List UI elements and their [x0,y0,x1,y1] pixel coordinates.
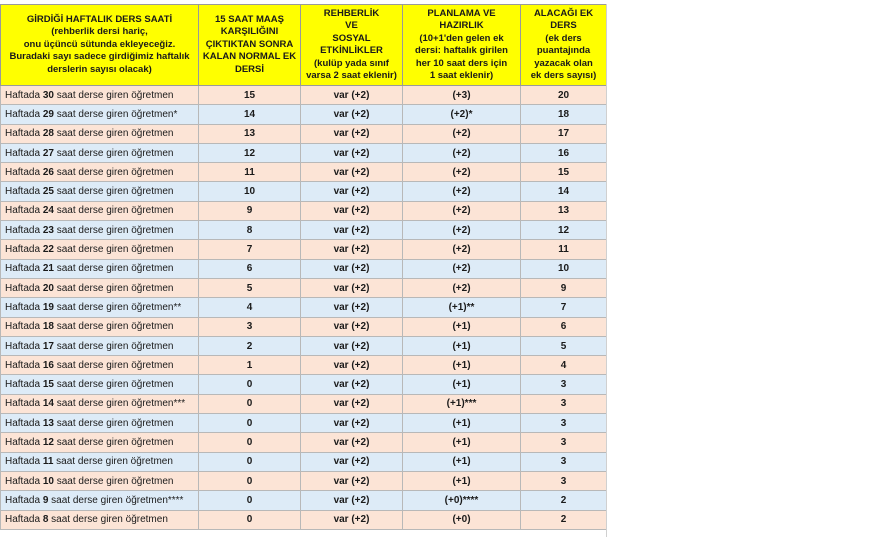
cell-kalan-normal-ek-ders[interactable]: 2 [199,336,301,355]
cell-haftalik-ders-saati[interactable] [1,221,199,240]
row-hours-number: 29 [42,108,54,120]
cell-kalan-normal-ek-ders[interactable]: 15 [199,86,301,105]
row-label-prefix: Haftada [5,494,43,506]
row-label-suffix: saat derse giren öğretmen [53,244,174,256]
cell-kalan-normal-ek-ders[interactable]: 5 [199,278,301,297]
cell-alacagi-ek-ders[interactable]: 6 [521,317,607,336]
table-row [1,471,607,490]
cell-alacagi-ek-ders[interactable]: 7 [521,298,607,317]
cell-haftalik-ders-saati[interactable] [1,471,199,490]
table-row [1,105,607,124]
row-label-suffix: saat derse giren öğretmen [53,89,174,101]
row-label-prefix: Haftada [5,514,43,526]
cell-haftalik-ders-saati[interactable] [1,105,199,124]
cell-planlama-hazirlik[interactable]: (+2) [403,124,521,143]
cell-haftalik-ders-saati[interactable] [1,336,199,355]
cell-kalan-normal-ek-ders[interactable]: 11 [199,163,301,182]
cell-rehberlik[interactable]: var (+2) [301,510,403,529]
cell-kalan-normal-ek-ders[interactable]: 0 [199,433,301,452]
cell-planlama-hazirlik[interactable]: (+2)* [403,105,521,124]
cell-haftalik-ders-saati[interactable] [1,317,199,336]
cell-haftalik-ders-saati[interactable] [1,510,199,529]
cell-planlama-hazirlik[interactable]: (+2) [403,163,521,182]
row-label-prefix: Haftada [5,224,43,236]
cell-alacagi-ek-ders[interactable]: 3 [521,414,607,433]
cell-kalan-normal-ek-ders[interactable]: 0 [199,491,301,510]
row-label-suffix: saat derse giren öğretmen [48,514,168,526]
row-label-prefix: Haftada [5,475,43,487]
cell-planlama-hazirlik[interactable]: (+1) [403,433,521,452]
cell-alacagi-ek-ders[interactable]: 17 [521,124,607,143]
cell-alacagi-ek-ders[interactable]: 5 [521,336,607,355]
row-label-prefix: Haftada [5,244,43,256]
row-label-prefix: Haftada [5,147,43,159]
row-label-suffix: saat derse giren öğretmen** [53,301,182,313]
table-row [1,143,607,162]
cell-rehberlik[interactable]: var (+2) [301,86,403,105]
cell-rehberlik[interactable]: var (+2) [301,356,403,375]
cell-rehberlik[interactable]: var (+2) [301,336,403,355]
table-row [1,356,607,375]
cell-rehberlik[interactable]: var (+2) [301,452,403,471]
row-label-suffix: saat derse giren öğretmen [53,205,174,217]
cell-rehberlik[interactable]: var (+2) [301,317,403,336]
cell-kalan-normal-ek-ders[interactable]: 0 [199,471,301,490]
row-label-prefix: Haftada [5,359,43,371]
row-label-suffix: saat derse giren öğretmen [53,340,174,352]
cell-planlama-hazirlik[interactable]: (+1) [403,414,521,433]
table-row [1,86,607,105]
cell-haftalik-ders-saati[interactable] [1,163,199,182]
cell-haftalik-ders-saati[interactable] [1,278,199,297]
cell-haftalik-ders-saati[interactable] [1,201,199,220]
cell-rehberlik[interactable]: var (+2) [301,105,403,124]
row-label-prefix: Haftada [5,301,43,313]
cell-alacagi-ek-ders[interactable]: 15 [521,163,607,182]
row-hours-number: 26 [42,166,54,178]
cell-planlama-hazirlik[interactable]: (+1) [403,471,521,490]
table-row [1,221,607,240]
cell-kalan-normal-ek-ders[interactable]: 9 [199,201,301,220]
cell-haftalik-ders-saati[interactable] [1,356,199,375]
cell-kalan-normal-ek-ders[interactable]: 0 [199,452,301,471]
cell-planlama-hazirlik[interactable]: (+1) [403,356,521,375]
cell-rehberlik[interactable]: var (+2) [301,491,403,510]
table-row [1,163,607,182]
cell-planlama-hazirlik[interactable]: (+2) [403,240,521,259]
row-label-prefix: Haftada [5,166,43,178]
cell-alacagi-ek-ders[interactable]: 14 [521,182,607,201]
row-hours-number: 17 [42,340,54,352]
row-label-prefix: Haftada [5,436,43,448]
header-girdigi-haftalik-ders-saati[interactable]: GİRDİĞİ HAFTALIK DERS SAATİ (rehberlik dersi hariç, onu üçüncü sütunda ekleyeceğiz. Buradaki sayı sadece girdiğimiz haftalık derslerin sayısı olacak) [1,5,199,86]
row-label-prefix: Haftada [5,205,43,217]
cell-planlama-hazirlik[interactable]: (+0)**** [403,491,521,510]
cell-haftalik-ders-saati[interactable] [1,86,199,105]
cell-planlama-hazirlik[interactable]: (+1) [403,375,521,394]
cell-kalan-normal-ek-ders[interactable]: 0 [199,375,301,394]
table-row [1,375,607,394]
cell-rehberlik[interactable]: var (+2) [301,259,403,278]
row-hours-number: 16 [42,359,54,371]
header-kalan-normal-ek-ders[interactable]: 15 SAAT MAAŞ KARŞILIĞINI ÇIKTIKTAN SONRA KALAN NORMAL EK DERSİ [199,5,301,86]
row-hours-number: 12 [42,436,54,448]
cell-rehberlik[interactable]: var (+2) [301,471,403,490]
cell-alacagi-ek-ders[interactable]: 12 [521,221,607,240]
cell-kalan-normal-ek-ders[interactable]: 7 [199,240,301,259]
cell-kalan-normal-ek-ders[interactable]: 6 [199,259,301,278]
row-label-prefix: Haftada [5,89,43,101]
cell-rehberlik[interactable]: var (+2) [301,375,403,394]
cell-alacagi-ek-ders[interactable]: 13 [521,201,607,220]
cell-alacagi-ek-ders[interactable]: 3 [521,452,607,471]
header-rehberlik-sosyal-etkinlikler[interactable]: REHBERLİK VE SOSYAL ETKİNLİKLER (kulüp yada sınıf varsa 2 saat eklenir) [301,5,403,86]
table-row [1,259,607,278]
cell-kalan-normal-ek-ders[interactable]: 14 [199,105,301,124]
row-label-suffix: saat derse giren öğretmen* [53,108,178,120]
row-label-suffix: saat derse giren öğretmen [53,186,174,198]
row-label-suffix: saat derse giren öğretmen [53,475,174,487]
table-row [1,452,607,471]
cell-rehberlik[interactable]: var (+2) [301,240,403,259]
table-row [1,394,607,413]
cell-alacagi-ek-ders[interactable]: 20 [521,86,607,105]
cell-haftalik-ders-saati[interactable] [1,433,199,452]
row-hours-number: 11 [42,456,54,468]
row-hours-number: 18 [42,321,54,333]
table-right-border [606,4,607,537]
table-row [1,317,607,336]
row-label-prefix: Haftada [5,340,43,352]
row-label-suffix: saat derse giren öğretmen [53,282,174,294]
cell-rehberlik[interactable]: var (+2) [301,221,403,240]
cell-kalan-normal-ek-ders[interactable]: 3 [199,317,301,336]
row-label-prefix: Haftada [5,108,43,120]
row-label-suffix: saat derse giren öğretmen*** [53,398,186,410]
row-label-prefix: Haftada [5,398,43,410]
cell-haftalik-ders-saati[interactable] [1,375,199,394]
row-label-prefix: Haftada [5,456,43,468]
cell-haftalik-ders-saati[interactable] [1,240,199,259]
row-label-suffix: saat derse giren öğretmen [53,166,174,178]
cell-planlama-hazirlik[interactable]: (+1) [403,452,521,471]
cell-kalan-normal-ek-ders[interactable]: 0 [199,510,301,529]
row-hours-number: 23 [42,224,54,236]
cell-planlama-hazirlik[interactable]: (+2) [403,143,521,162]
cell-alacagi-ek-ders[interactable]: 4 [521,356,607,375]
row-label-prefix: Haftada [5,186,43,198]
cell-alacagi-ek-ders[interactable]: 10 [521,259,607,278]
cell-kalan-normal-ek-ders[interactable]: 10 [199,182,301,201]
cell-haftalik-ders-saati[interactable] [1,298,199,317]
table-row [1,491,607,510]
cell-haftalik-ders-saati[interactable] [1,259,199,278]
row-label-prefix: Haftada [5,321,43,333]
cell-alacagi-ek-ders[interactable]: 3 [521,375,607,394]
table-row [1,298,607,317]
row-label-suffix: saat derse giren öğretmen [53,456,173,468]
table-row [1,336,607,355]
cell-rehberlik[interactable]: var (+2) [301,394,403,413]
row-label-suffix: saat derse giren öğretmen [53,128,174,140]
row-label-prefix: Haftada [5,128,43,140]
cell-planlama-hazirlik[interactable]: (+2) [403,259,521,278]
cell-alacagi-ek-ders[interactable]: 2 [521,510,607,529]
cell-rehberlik[interactable]: var (+2) [301,433,403,452]
table-row [1,510,607,529]
cell-planlama-hazirlik[interactable]: (+1)*** [403,394,521,413]
cell-alacagi-ek-ders[interactable]: 16 [521,143,607,162]
row-label-suffix: saat derse giren öğretmen**** [48,494,184,506]
cell-rehberlik[interactable]: var (+2) [301,298,403,317]
cell-kalan-normal-ek-ders[interactable]: 1 [199,356,301,375]
cell-haftalik-ders-saati[interactable] [1,143,199,162]
cell-rehberlik[interactable]: var (+2) [301,278,403,297]
cell-rehberlik[interactable]: var (+2) [301,182,403,201]
cell-planlama-hazirlik[interactable]: (+2) [403,278,521,297]
header-row [1,5,607,86]
cell-rehberlik[interactable]: var (+2) [301,124,403,143]
row-hours-number: 22 [42,244,54,256]
cell-planlama-hazirlik[interactable]: (+1) [403,336,521,355]
row-label-prefix: Haftada [5,379,43,391]
table-row [1,201,607,220]
header-alacagi-ek-ders[interactable]: ALACAĞI EK DERS (ek ders puantajında yazacak olan ek ders sayısı) [521,5,607,86]
header-planlama-hazirlik[interactable]: PLANLAMA VE HAZIRLIK (10+1'den gelen ek dersi: haftalık girilen her 10 saat ders için 1 saat eklenir) [403,5,521,86]
cell-alacagi-ek-ders[interactable]: 18 [521,105,607,124]
cell-planlama-hazirlik[interactable]: (+0) [403,510,521,529]
row-hours-number: 15 [42,379,54,391]
cell-planlama-hazirlik[interactable]: (+1)** [403,298,521,317]
row-label-prefix: Haftada [5,282,43,294]
cell-planlama-hazirlik[interactable]: (+3) [403,86,521,105]
table-row [1,182,607,201]
table-row [1,414,607,433]
table-row [1,240,607,259]
cell-alacagi-ek-ders[interactable]: 3 [521,471,607,490]
cell-rehberlik[interactable]: var (+2) [301,143,403,162]
cell-planlama-hazirlik[interactable]: (+2) [403,221,521,240]
cell-haftalik-ders-saati[interactable] [1,124,199,143]
row-hours-number: 13 [42,417,54,429]
row-hours-number: 27 [42,147,54,159]
table-row [1,433,607,452]
row-hours-number: 28 [42,128,54,140]
cell-planlama-hazirlik[interactable]: (+2) [403,182,521,201]
ek-ders-table [0,4,607,530]
cell-haftalik-ders-saati[interactable] [1,491,199,510]
cell-alacagi-ek-ders[interactable]: 2 [521,491,607,510]
row-label-suffix: saat derse giren öğretmen [53,321,174,333]
table-row [1,124,607,143]
cell-alacagi-ek-ders[interactable]: 3 [521,433,607,452]
cell-planlama-hazirlik[interactable]: (+1) [403,317,521,336]
row-label-suffix: saat derse giren öğretmen [53,436,174,448]
row-label-prefix: Haftada [5,263,43,275]
row-label-suffix: saat derse giren öğretmen [53,379,174,391]
table-row [1,278,607,297]
row-hours-number: 30 [42,89,54,101]
cell-haftalik-ders-saati[interactable] [1,182,199,201]
row-hours-number: 24 [42,205,54,217]
row-hours-number: 14 [42,398,54,410]
cell-kalan-normal-ek-ders[interactable]: 0 [199,414,301,433]
cell-haftalik-ders-saati[interactable] [1,452,199,471]
row-hours-number: 9 [42,494,49,506]
cell-alacagi-ek-ders[interactable]: 9 [521,278,607,297]
row-label-suffix: saat derse giren öğretmen [53,224,174,236]
cell-rehberlik[interactable]: var (+2) [301,163,403,182]
cell-kalan-normal-ek-ders[interactable]: 13 [199,124,301,143]
row-label-suffix: saat derse giren öğretmen [53,417,174,429]
cell-alacagi-ek-ders[interactable]: 11 [521,240,607,259]
row-hours-number: 20 [42,282,54,294]
row-label-prefix: Haftada [5,417,43,429]
cell-planlama-hazirlik[interactable]: (+2) [403,201,521,220]
cell-rehberlik[interactable]: var (+2) [301,201,403,220]
cell-haftalik-ders-saati[interactable] [1,394,199,413]
cell-haftalik-ders-saati[interactable] [1,414,199,433]
row-hours-number: 10 [42,475,54,487]
row-hours-number: 19 [42,301,54,313]
cell-alacagi-ek-ders[interactable]: 3 [521,394,607,413]
cell-kalan-normal-ek-ders[interactable]: 0 [199,394,301,413]
row-label-suffix: saat derse giren öğretmen [53,147,174,159]
row-hours-number: 21 [42,263,54,275]
cell-rehberlik[interactable]: var (+2) [301,414,403,433]
row-hours-number: 25 [42,186,54,198]
table-body [1,86,607,530]
row-label-suffix: saat derse giren öğretmen [53,359,174,371]
row-label-suffix: saat derse giren öğretmen [53,263,174,275]
row-hours-number: 8 [42,514,49,526]
cell-kalan-normal-ek-ders[interactable]: 4 [199,298,301,317]
cell-kalan-normal-ek-ders[interactable]: 8 [199,221,301,240]
cell-kalan-normal-ek-ders[interactable]: 12 [199,143,301,162]
